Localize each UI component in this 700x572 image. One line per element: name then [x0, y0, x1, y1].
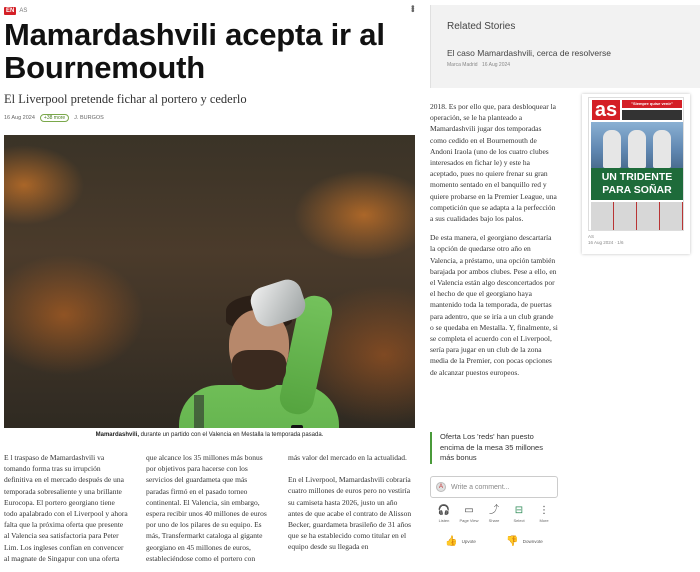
article-photo — [4, 135, 415, 428]
cover-player-1 — [603, 130, 621, 168]
cover-headline-line-1: UN TRIDENTE — [601, 171, 673, 183]
related-stories-heading: Related Stories — [447, 21, 516, 32]
article-headline: Mamardashvili acepta ir al Bournemouth — [4, 17, 385, 85]
listen-label: Listen — [438, 518, 450, 523]
caption-text: durante un partido con el Valencia en Mestalla la temporada pasada. — [139, 432, 324, 438]
more-options-icon[interactable]: ••• — [408, 5, 418, 12]
caption-name: Mamardashvili, — [95, 432, 139, 438]
article-subheadline: El Liverpool pretende fichar al portero y cederlo — [4, 92, 247, 106]
cover-player-2 — [628, 130, 646, 168]
cover-logo: as — [592, 100, 620, 120]
photo-caption — [4, 432, 415, 438]
related-story-item[interactable] — [447, 48, 700, 68]
downvote-button[interactable] — [506, 536, 542, 547]
cover-top-banner — [622, 110, 682, 120]
more-sources-badge[interactable]: +38 more — [40, 114, 69, 122]
page-view-icon: ▭ — [464, 505, 474, 516]
share-label: Share — [488, 518, 500, 523]
select-label: Select — [513, 518, 525, 523]
column-4-paragraph-1: 2018. Es por ello que, para desbloquear la operación, se le ha planteado a Mamardashvili jugar dos temporadas como cedido en el Bournemouth de Andoni Iraola (uno de los cuatro clubes interesados en fichar le) y este ha aceptado, pues no quiere frenar su gran momento sentado en el banquillo red y quiere probarse en la Premier League, una competición que se adapta a la perfección a sus cualidades bajo los palos. — [430, 102, 557, 224]
more-vertical-icon: ⋮ — [539, 505, 549, 516]
more-button[interactable] — [533, 506, 555, 523]
related-story-date: 16 Aug 2024 — [481, 62, 511, 68]
pull-quote: Oferta Los 'reds' han puesto encima de la mesa 35 millones más bonus — [430, 432, 558, 464]
action-bar — [430, 506, 558, 523]
thumbs-down-icon: 👎 — [506, 536, 519, 547]
listen-button[interactable] — [433, 506, 455, 523]
photo-club-badge — [291, 425, 303, 428]
comment-input[interactable] — [430, 476, 558, 498]
related-stories-panel — [430, 5, 700, 88]
related-story-title[interactable]: El caso Mamardashvili, cerca de resolverse — [447, 48, 611, 58]
bookmark-icon: ⊟ — [514, 505, 524, 516]
article-body-column-2: que alcance los 35 millones más bonus por objetivos para hacerse con los servicios del guardameta que más paradas firmó en el pasado torneo continental. El Valencia, sin embargo, espera recibir unos 40 millones de euros por uno de los pilares de su equipo. Es más, Transfermarkt cataloga al gigante georgiano en 45 millones de euros, estableciéndose como el portero con — [146, 453, 267, 563]
article-author: J. BURGOS — [74, 115, 104, 121]
cover-date: 16 Aug 2024 · 1/6 — [588, 240, 624, 245]
more-label: More — [539, 518, 549, 523]
page-view-button[interactable] — [458, 506, 480, 523]
cover-headline — [591, 168, 683, 200]
user-avatar: A — [436, 482, 446, 492]
newspaper-cover-image[interactable] — [588, 97, 684, 231]
column-4-paragraph-2: De esta manera, el georgiano descartaría la opción de quedarse otro año en Valencia, a préstamo, una opción también barajada por ambos clubes. Pese a ello, en el Valencia están algo desconcertados por el hecho de que el georgiano haya mantenido toda la temporada, de puertas para adentro, que se iría a un club grande o se quedaba en Mestalla. Y, finalmente, si se completa el acuerdo con el Liverpool, sería para jugar en un club de la zona media de la Premier, con pocas opciones de alcanzar puestos europeos. — [430, 233, 558, 377]
share-button[interactable] — [483, 506, 505, 523]
publication-tag: AS — [19, 8, 28, 14]
article-body-column-1: E l traspaso de Mamardashvili va tomando forma tras su irrupción definitiva en el mercado después de una temporada sobresaliente y una brillante Eurocopa. El portero georgiano tiene todo apalabrado con el Liverpool y ahora falta que la próxima oferta que presente al Valencia sea satisfactoria para Peter Lim. Los ingleses confían en convencer al magnate de Singapur con una oferta — [4, 453, 128, 563]
article-body-column-4 — [430, 101, 558, 386]
related-story-source: Marca Madrid — [447, 62, 478, 68]
photo-jersey-stripe — [194, 395, 204, 428]
publication-logo[interactable]: EN — [6, 8, 15, 14]
cover-publication: AS — [588, 234, 595, 239]
thumbs-up-icon: 👍 — [445, 536, 458, 547]
vote-bar — [430, 536, 558, 547]
cover-headline-line-2: PARA SOÑAR — [602, 184, 672, 196]
headphones-icon: 🎧 — [437, 505, 451, 516]
article-date: 16 Aug 2024 — [4, 115, 35, 121]
cover-top-strip: "Siempre quise venir" — [622, 100, 682, 108]
comment-placeholder: Write a comment... — [451, 483, 510, 491]
article-meta — [4, 114, 104, 122]
newspaper-cover-card[interactable] — [582, 94, 690, 254]
cover-meta — [588, 234, 624, 246]
upvote-button[interactable] — [445, 536, 476, 547]
cover-bottom-strip — [591, 202, 683, 230]
downvote-label: Downvote — [522, 539, 543, 544]
upvote-label: Upvote — [461, 539, 476, 544]
cover-player-3 — [653, 130, 671, 168]
photo-beard — [232, 350, 286, 390]
select-button[interactable] — [508, 506, 530, 523]
page-view-label: Page View — [459, 518, 479, 523]
related-story-meta — [447, 62, 700, 68]
share-icon: ⤴ — [489, 505, 499, 516]
column-3-paragraph-2: En el Liverpool, Mamardashvili cobraría cuatro millones de euros pero no vestiría su camiseta hasta 2026, justo un año antes de que acabe el contrato de Alisson Becker, guardameta brasileño de 31 años que se ha establecido como titular en el equipo desde su llegada en — [288, 475, 412, 552]
column-3-paragraph-1: más valor del mercado en la actualidad. — [288, 453, 407, 462]
topbar — [4, 5, 27, 17]
article-body-column-3 — [288, 452, 413, 553]
